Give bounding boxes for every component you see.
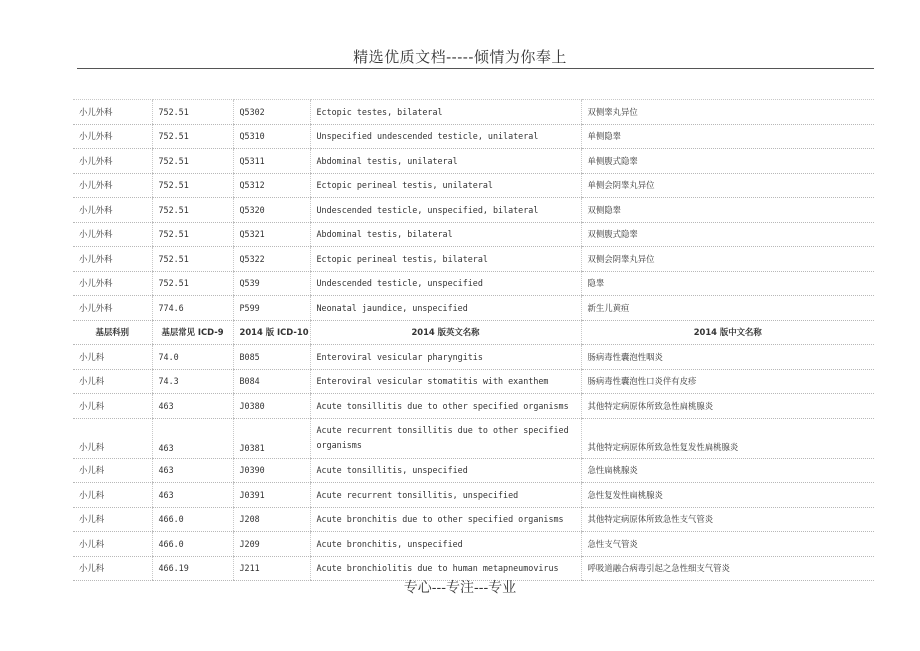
icd10-cell: Q5320 xyxy=(233,198,310,223)
chinese-name-cell: 双侧腹式隐睾 xyxy=(581,222,874,247)
column-header-chinese-name: 2014 版中文名称 xyxy=(581,320,874,345)
icd10-cell: Q5312 xyxy=(233,173,310,198)
table-row xyxy=(73,222,874,247)
icd9-cell: 752.51 xyxy=(152,247,233,272)
page-header-title: 精选优质文档-----倾情为你奉上 xyxy=(353,48,567,66)
icd10-cell: Q5321 xyxy=(233,222,310,247)
icd10-cell: B085 xyxy=(233,345,310,370)
icd9-cell: 466.0 xyxy=(152,507,233,532)
icd9-cell: 752.51 xyxy=(152,173,233,198)
table-row xyxy=(73,271,874,296)
dept-cell: 小儿科 xyxy=(73,369,152,394)
english-name-cell: Ectopic perineal testis, bilateral xyxy=(310,247,581,272)
icd9-cell: 752.51 xyxy=(152,222,233,247)
english-name-cell: Ectopic testes, bilateral xyxy=(310,100,581,125)
dept-cell: 小儿科 xyxy=(73,394,152,419)
icd10-cell: J0390 xyxy=(233,458,310,483)
chinese-name-cell: 新生儿黄疸 xyxy=(581,296,874,321)
dept-cell: 小儿科 xyxy=(73,483,152,508)
icd10-cell: J0380 xyxy=(233,394,310,419)
dept-cell: 小儿科 xyxy=(73,507,152,532)
chinese-name-cell: 单侧隐睾 xyxy=(581,124,874,149)
table-row xyxy=(73,100,874,125)
table-row xyxy=(73,247,874,272)
icd10-cell: Q5311 xyxy=(233,149,310,174)
icd10-cell: J208 xyxy=(233,507,310,532)
dept-cell: 小儿外科 xyxy=(73,124,152,149)
icd9-cell: 463 xyxy=(152,394,233,419)
icd9-cell: 752.51 xyxy=(152,198,233,223)
table-row xyxy=(73,345,874,370)
header-rule xyxy=(77,68,874,69)
dept-cell: 小儿外科 xyxy=(73,149,152,174)
table-row xyxy=(73,173,874,198)
chinese-name-cell: 双侧会阴睾丸异位 xyxy=(581,247,874,272)
dept-cell: 小儿外科 xyxy=(73,222,152,247)
chinese-name-cell: 急性支气管炎 xyxy=(581,532,874,557)
chinese-name-cell: 其他特定病原体所致急性扁桃腺炎 xyxy=(581,394,874,419)
english-name-cell: Acute recurrent tonsillitis due to other specified organisms xyxy=(310,418,581,458)
dept-cell: 小儿外科 xyxy=(73,296,152,321)
table-row xyxy=(73,198,874,223)
table-row xyxy=(73,418,874,458)
dept-cell: 小儿外科 xyxy=(73,173,152,198)
chinese-name-cell: 急性复发性扁桃腺炎 xyxy=(581,483,874,508)
english-name-cell: Unspecified undescended testicle, unilateral xyxy=(310,124,581,149)
table-row xyxy=(73,532,874,557)
icd9-cell: 752.51 xyxy=(152,149,233,174)
dept-cell: 小儿科 xyxy=(73,458,152,483)
icd9-cell: 466.19 xyxy=(152,556,233,581)
english-name-cell: Acute tonsillitis, unspecified xyxy=(310,458,581,483)
icd9-cell: 74.0 xyxy=(152,345,233,370)
table-row xyxy=(73,394,874,419)
icd-code-table xyxy=(73,99,874,581)
dept-cell: 小儿科 xyxy=(73,556,152,581)
english-name-cell: Undescended testicle, unspecified xyxy=(310,271,581,296)
column-header-dept: 基层科别 xyxy=(73,320,152,345)
chinese-name-cell: 肠病毒性囊泡性口炎伴有皮疹 xyxy=(581,369,874,394)
dept-cell: 小儿外科 xyxy=(73,100,152,125)
dept-cell: 小儿外科 xyxy=(73,247,152,272)
column-header-icd9: 基层常见 ICD-9 xyxy=(152,320,233,345)
chinese-name-cell: 单侧会阴睾丸异位 xyxy=(581,173,874,198)
icd10-cell: J0381 xyxy=(233,418,310,458)
chinese-name-cell: 单侧腹式隐睾 xyxy=(581,149,874,174)
icd10-cell: J211 xyxy=(233,556,310,581)
icd9-cell: 752.51 xyxy=(152,271,233,296)
table-row xyxy=(73,483,874,508)
table-header-row xyxy=(73,320,874,345)
icd10-cell: J209 xyxy=(233,532,310,557)
icd9-cell: 74.3 xyxy=(152,369,233,394)
chinese-name-cell: 其他特定病原体所致急性支气管炎 xyxy=(581,507,874,532)
icd9-cell: 774.6 xyxy=(152,296,233,321)
icd10-cell: P599 xyxy=(233,296,310,321)
chinese-name-cell: 急性扁桃腺炎 xyxy=(581,458,874,483)
dept-cell: 小儿外科 xyxy=(73,198,152,223)
dept-cell: 小儿科 xyxy=(73,345,152,370)
english-name-cell: Enteroviral vesicular pharyngitis xyxy=(310,345,581,370)
english-name-cell: Acute recurrent tonsillitis, unspecified xyxy=(310,483,581,508)
icd9-cell: 463 xyxy=(152,458,233,483)
table-row xyxy=(73,458,874,483)
table-row xyxy=(73,149,874,174)
icd9-cell: 463 xyxy=(152,483,233,508)
chinese-name-cell: 隐睾 xyxy=(581,271,874,296)
english-name-cell: Undescended testicle, unspecified, bilateral xyxy=(310,198,581,223)
english-name-cell: Acute bronchiolitis due to human metapneumovirus xyxy=(310,556,581,581)
dept-cell: 小儿科 xyxy=(73,418,152,458)
column-header-icd10: 2014 版 ICD-10 xyxy=(233,320,310,345)
chinese-name-cell: 肠病毒性囊泡性咽炎 xyxy=(581,345,874,370)
chinese-name-cell: 其他特定病原体所致急性复发性扁桃腺炎 xyxy=(581,418,874,458)
icd9-cell: 463 xyxy=(152,418,233,458)
table-row xyxy=(73,296,874,321)
icd10-cell: Q539 xyxy=(233,271,310,296)
icd10-cell: Q5310 xyxy=(233,124,310,149)
chinese-name-cell: 呼吸道融合病毒引起之急性细支气管炎 xyxy=(581,556,874,581)
icd9-cell: 752.51 xyxy=(152,124,233,149)
icd9-cell: 466.0 xyxy=(152,532,233,557)
icd10-cell: Q5302 xyxy=(233,100,310,125)
english-name-cell: Ectopic perineal testis, unilateral xyxy=(310,173,581,198)
table-row xyxy=(73,124,874,149)
icd9-cell: 752.51 xyxy=(152,100,233,125)
column-header-english-name: 2014 版英文名称 xyxy=(310,320,581,345)
dept-cell: 小儿外科 xyxy=(73,271,152,296)
english-name-cell: Acute bronchitis due to other specified organisms xyxy=(310,507,581,532)
table-row xyxy=(73,369,874,394)
icd10-cell: Q5322 xyxy=(233,247,310,272)
icd10-cell: J0391 xyxy=(233,483,310,508)
english-name-cell: Acute tonsillitis due to other specified organisms xyxy=(310,394,581,419)
english-name-cell: Abdominal testis, unilateral xyxy=(310,149,581,174)
table-row xyxy=(73,507,874,532)
icd10-cell: B084 xyxy=(233,369,310,394)
chinese-name-cell: 双侧隐睾 xyxy=(581,198,874,223)
chinese-name-cell: 双侧睾丸异位 xyxy=(581,100,874,125)
english-name-cell: Abdominal testis, bilateral xyxy=(310,222,581,247)
dept-cell: 小儿科 xyxy=(73,532,152,557)
english-name-cell: Neonatal jaundice, unspecified xyxy=(310,296,581,321)
page-footer-title: 专心---专注---专业 xyxy=(403,580,517,596)
english-name-cell: Enteroviral vesicular stomatitis with exanthem xyxy=(310,369,581,394)
english-name-cell: Acute bronchitis, unspecified xyxy=(310,532,581,557)
